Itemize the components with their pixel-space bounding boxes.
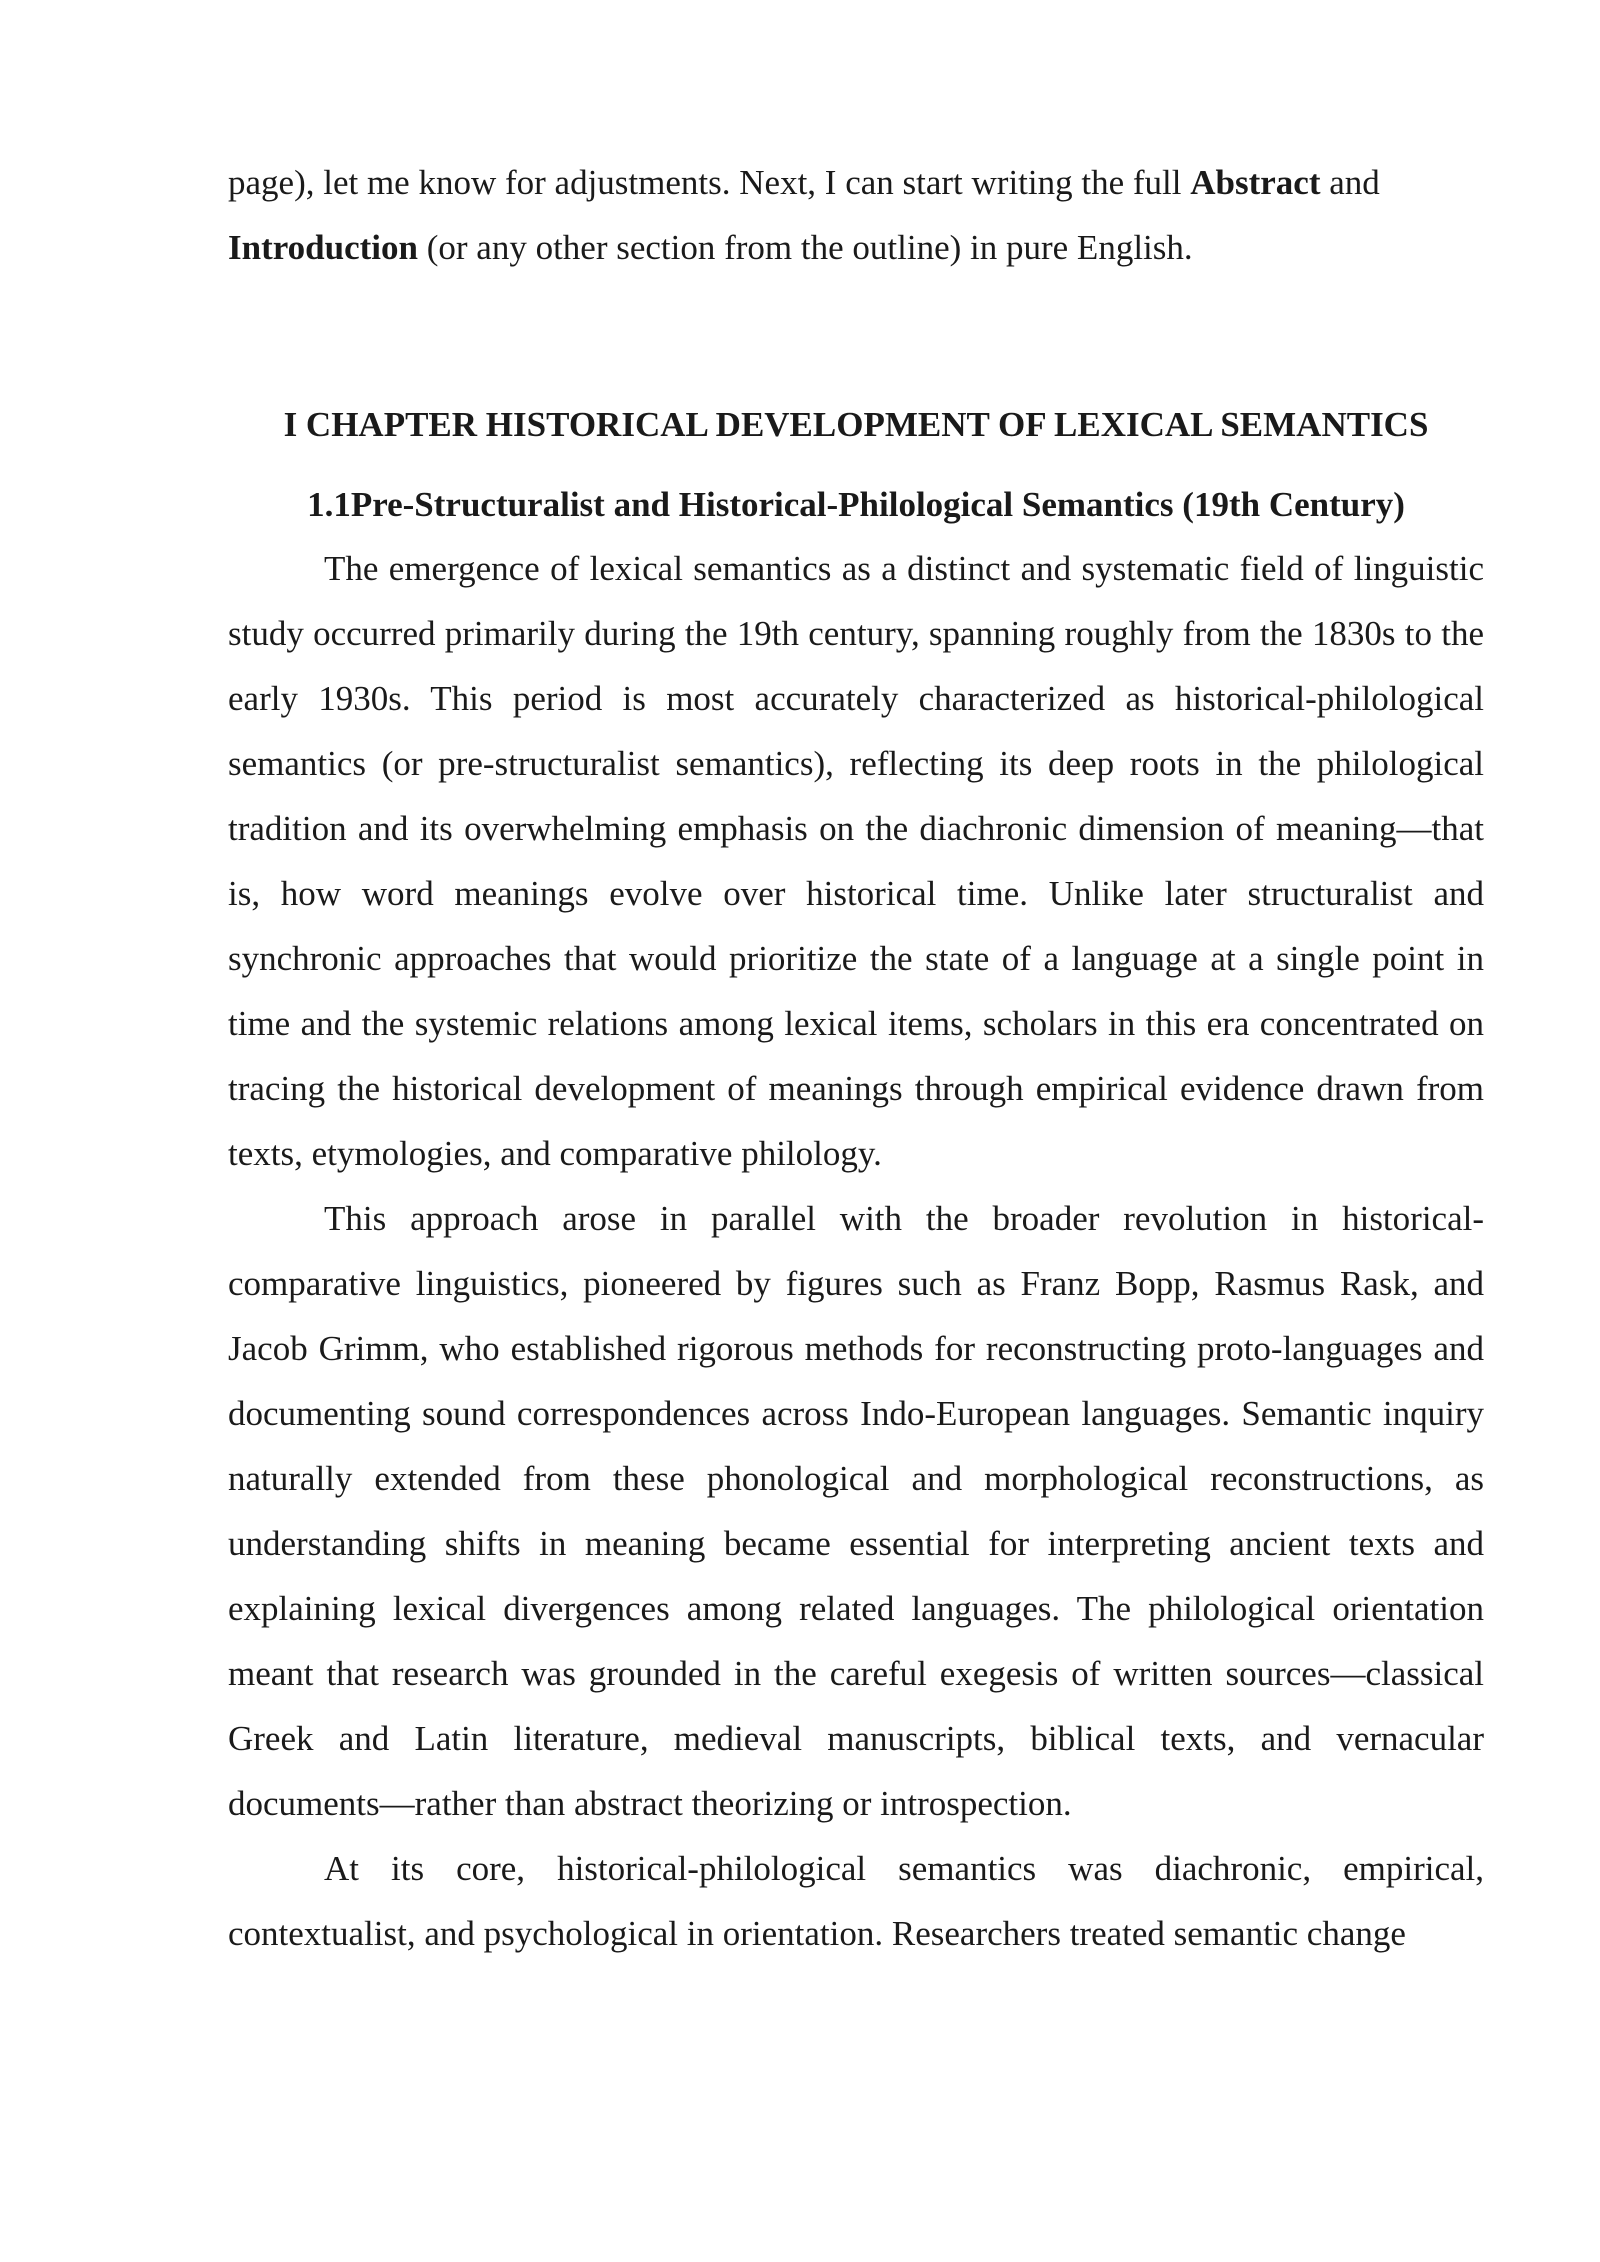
intro-bold-introduction: Introduction: [228, 228, 418, 267]
body-paragraph-1: The emergence of lexical semantics as a distinct and systematic field of linguistic study occurred primarily during the 19th century, spanning roughly from the 1830s to the early 1930s. This period is most accurately characterized as historical-philological semantics (or pre-structuralist semantics), reflecting its deep roots in the philological tradition and its overwhelming emphasis on the diachronic dimension of meaning—that is, how word meanings evolve over historical time. Unlike later structuralist and synchronic approaches that would prioritize the state of a language at a single point in time and the systemic relations among lexical items, scholars in this era concentrated on tracing the historical development of meanings through empirical evidence drawn from texts, etymologies, and comparative philology.: [228, 549, 1484, 1173]
intro-text-1: page), let me know for adjustments. Next, I can start writing the full: [228, 163, 1191, 202]
body-paragraph-2: This approach arose in parallel with the broader revolution in historical-comparative linguistics, pioneered by figures such as Franz Bopp, Rasmus Rask, and Jacob Grimm, who established rigorous methods for reconstructing proto-languages and documenting sound correspondences across Indo-European languages. Semantic inquiry naturally extended from these phonological and morphological reconstructions, as understanding shifts in meaning became essential for interpreting ancient texts and explaining lexical divergences among related languages. The philological orientation meant that research was grounded in the careful exegesis of written sources—classical Greek and Latin literature, medieval manuscripts, biblical texts, and vernacular documents—rather than abstract theorizing or introspection.: [228, 1199, 1484, 1823]
intro-text-3: (or any other section from the outline) in pure English.: [417, 228, 1193, 267]
intro-paragraph: [228, 150, 1484, 280]
document-page: [228, 0, 1484, 2262]
intro-bold-abstract: Abstract: [1190, 163, 1321, 202]
section-body: [228, 536, 1484, 1966]
intro-text-2: and: [1320, 163, 1380, 202]
chapter-title: I CHAPTER HISTORICAL DEVELOPMENT OF LEXICAL SEMANTICS: [283, 405, 1429, 444]
body-paragraph-3: At its core, historical-philological semantics was diachronic, empirical, contextualist, and psychological in orientation. Researchers treated semantic change: [228, 1849, 1484, 1953]
section-title: 1.1Pre-Structuralist and Historical-Philological Semantics (19th Century): [307, 485, 1405, 524]
